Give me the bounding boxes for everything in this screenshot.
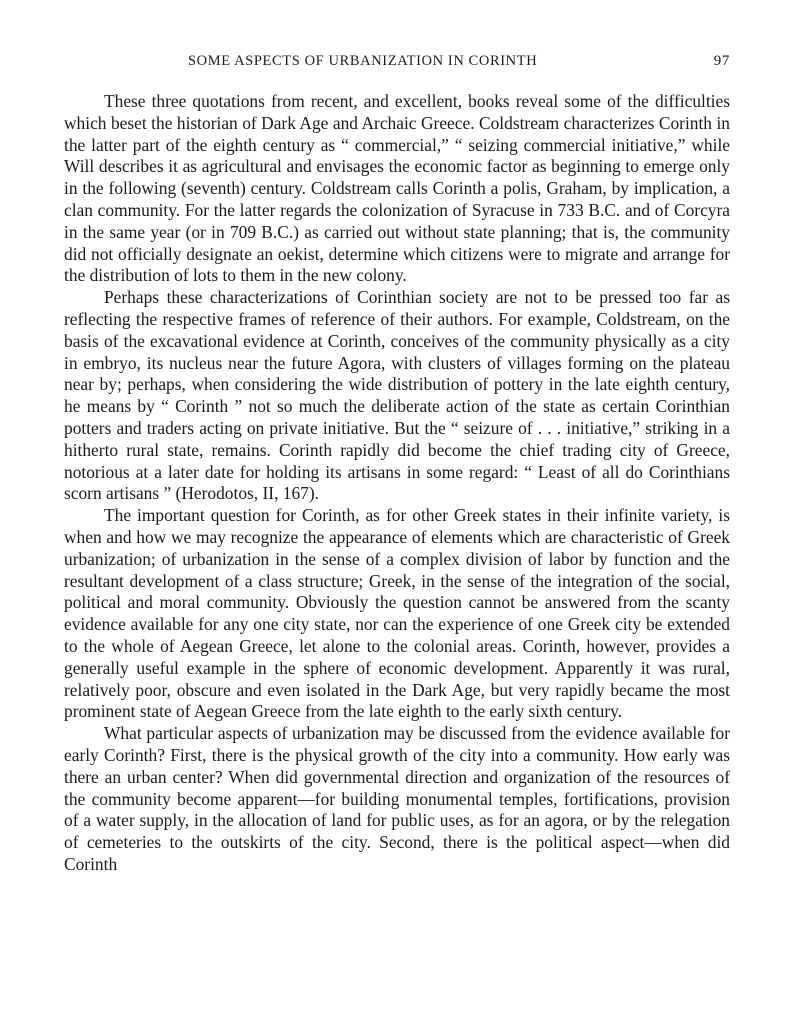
- paragraph: What particular aspects of urbanization may be discussed from the evidence available for early Corinth? First, there is the physical growth of the city into a community. How early was there an urban center? When did governmental direction and organization of the resources of the community become apparent—for building monumental temples, fortifications, provision of a water supply, in the allocation of land for public uses, as for an agora, or by the relegation of cemeteries to the outskirts of the city. Second, there is the political aspect—when did Corinth: [64, 723, 730, 874]
- body-text: [64, 91, 730, 876]
- paragraph: Perhaps these characterizations of Corinthian society are not to be pressed too far as reflecting the respective frames of reference of their authors. For example, Coldstream, on the basis of the excavational evidence at Corinth, conceives of the community physically as a city in embryo, its nucleus near the future Agora, with clusters of villages forming on the plateau near by; perhaps, when considering the wide distribution of pottery in the late eighth century, he means by “ Corinth ” not so much the deliberate action of the state as certain Corinthian potters and traders acting on private initiative. But the “ seizure of . . . initiative,” striking in a hitherto rural state, remains. Corinth rapidly did become the chief trading city of Greece, notorious at a later date for holding its artisans in some regard: “ Least of all do Corinthians scorn artisans ” (Herodotos, II, 167).: [64, 287, 730, 504]
- page: [64, 50, 730, 876]
- paragraph: The important question for Corinth, as for other Greek states in their infinite variety, is when and how we may recognize the appearance of elements which are characteristic of Greek urbanization; of urbanization in the sense of a complex division of labor by function and the resultant development of a class structure; Greek, in the sense of the integration of the social, political and moral community. Obviously the question cannot be answered from the scanty evidence available for any one city state, nor can the experience of one Greek city be extended to the whole of Aegean Greece, let alone to the colonial areas. Corinth, however, provides a generally useful example in the sphere of economic development. Apparently it was rural, relatively poor, obscure and even isolated in the Dark Age, but very rapidly became the most prominent state of Aegean Greece from the late eighth to the early sixth century.: [64, 505, 730, 722]
- paragraph: These three quotations from recent, and excellent, books reveal some of the difficulties which beset the historian of Dark Age and Archaic Greece. Coldstream characterizes Corinth in the latter part of the eighth century as “ commercial,” “ seizing commercial initiative,” while Will describes it as agricultural and envisages the economic factor as beginning to emerge only in the following (seventh) century. Coldstream calls Corinth a polis, Graham, by implication, a clan community. For the latter regards the colonization of Syracuse in 733 B.C. and of Corcyra in the same year (or in 709 B.C.) as carried out without state planning; that is, the community did not officially designate an oekist, determine which citizens were to migrate and arrange for the distribution of lots to them in the new colony.: [64, 91, 730, 286]
- running-head: [64, 50, 730, 78]
- running-title: SOME ASPECTS OF URBANIZATION IN CORINTH: [188, 53, 538, 69]
- page-number: 97: [713, 53, 730, 69]
